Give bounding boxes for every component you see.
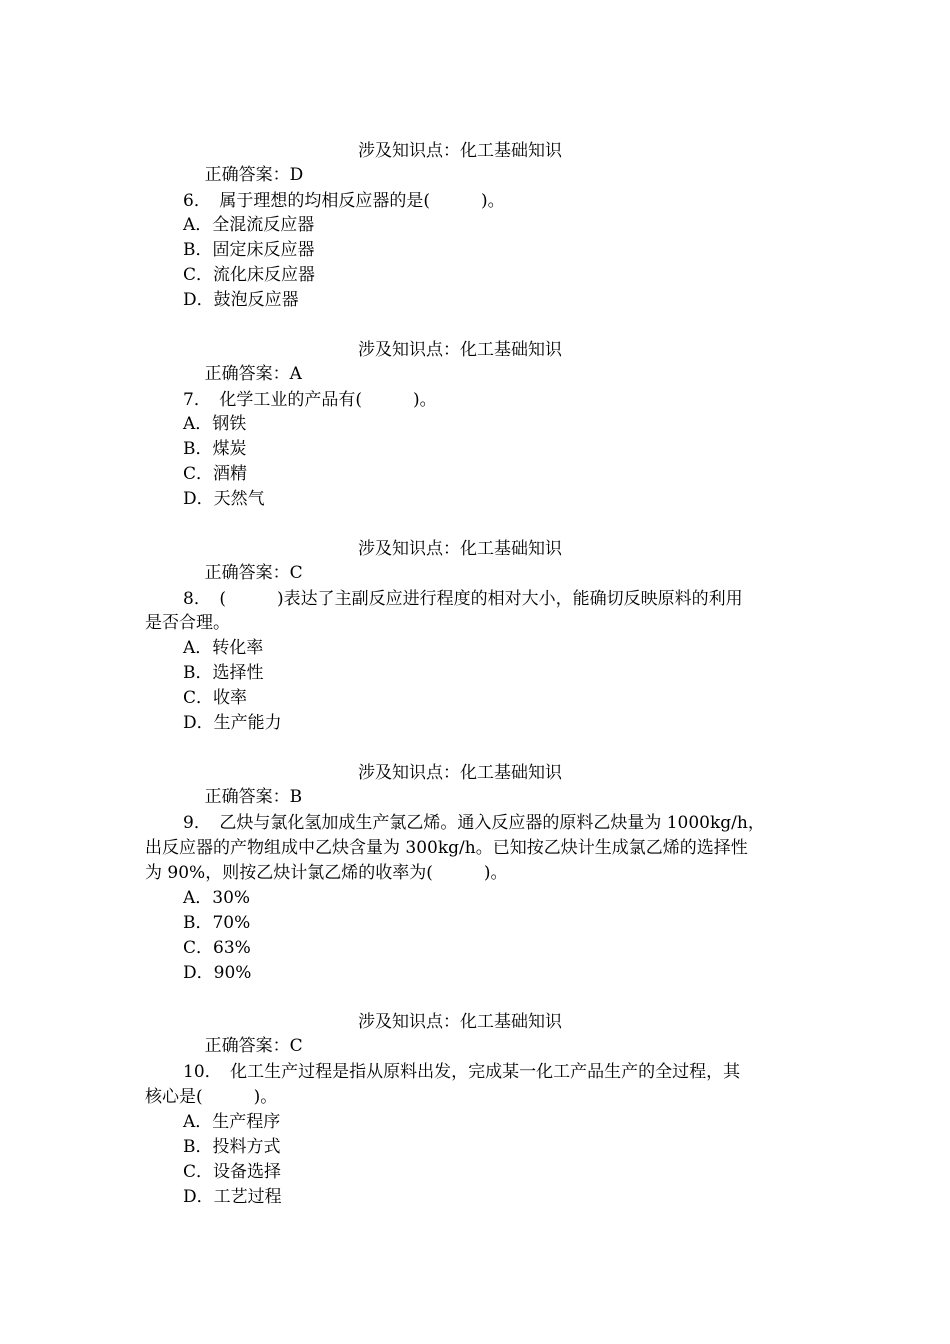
question-stem: 7． 化学工业的产品有( )。	[183, 390, 437, 410]
question-stem-cont: 核心是( )。	[145, 1087, 278, 1107]
option-c: C．流化床反应器	[183, 265, 316, 285]
question-stem: 6． 属于理想的均相反应器的是( )。	[183, 191, 505, 211]
option-d: D．天然气	[183, 489, 265, 509]
option-d: D．90%	[183, 963, 252, 983]
knowledge-point: 涉及知识点：化工基础知识	[358, 763, 562, 783]
option-d: D．工艺过程	[183, 1187, 282, 1207]
option-a: A．全混流反应器	[183, 215, 315, 235]
option-b: B．选择性	[183, 663, 264, 683]
question-stem-cont: 是否合理。	[145, 613, 230, 633]
knowledge-point: 涉及知识点：化工基础知识	[358, 539, 562, 559]
option-c: C．收率	[183, 688, 248, 708]
correct-answer: 正确答案：B	[204, 787, 303, 807]
option-c: C．酒精	[183, 464, 248, 484]
option-c: C．设备选择	[183, 1162, 282, 1182]
option-a: A．30%	[183, 888, 251, 908]
option-c: C．63%	[183, 938, 251, 958]
correct-answer: 正确答案：C	[204, 563, 303, 583]
option-b: B．煤炭	[183, 439, 247, 459]
option-a: A．钢铁	[183, 414, 247, 434]
knowledge-point: 涉及知识点：化工基础知识	[358, 141, 562, 161]
correct-answer: 正确答案：A	[204, 364, 302, 384]
option-b: B．70%	[183, 913, 251, 933]
question-stem: 10． 化工生产过程是指从原料出发，完成某一化工产品生产的全过程，其	[183, 1062, 741, 1082]
correct-answer: 正确答案：C	[204, 1036, 303, 1056]
option-d: D．鼓泡反应器	[183, 290, 299, 310]
option-a: A．转化率	[183, 638, 264, 658]
question-stem: 8． ( )表达了主副反应进行程度的相对大小，能确切反映原料的利用	[183, 589, 743, 609]
option-b: B．投料方式	[183, 1137, 281, 1157]
option-d: D．生产能力	[183, 713, 282, 733]
correct-answer: 正确答案：D	[204, 165, 304, 185]
question-stem: 9． 乙炔与氯化氢加成生产氯乙烯。通入反应器的原料乙炔量为 1000kg/h，	[183, 813, 765, 833]
option-b: B．固定床反应器	[183, 240, 315, 260]
knowledge-point: 涉及知识点：化工基础知识	[358, 1012, 562, 1032]
option-a: A．生产程序	[183, 1112, 281, 1132]
knowledge-point: 涉及知识点：化工基础知识	[358, 340, 562, 360]
question-stem-cont: 为 90%，则按乙炔计氯乙烯的收率为( )。	[145, 863, 508, 883]
question-stem-cont: 出反应器的产物组成中乙炔含量为 300kg/h。已知按乙炔计生成氯乙烯的选择性	[145, 838, 748, 858]
